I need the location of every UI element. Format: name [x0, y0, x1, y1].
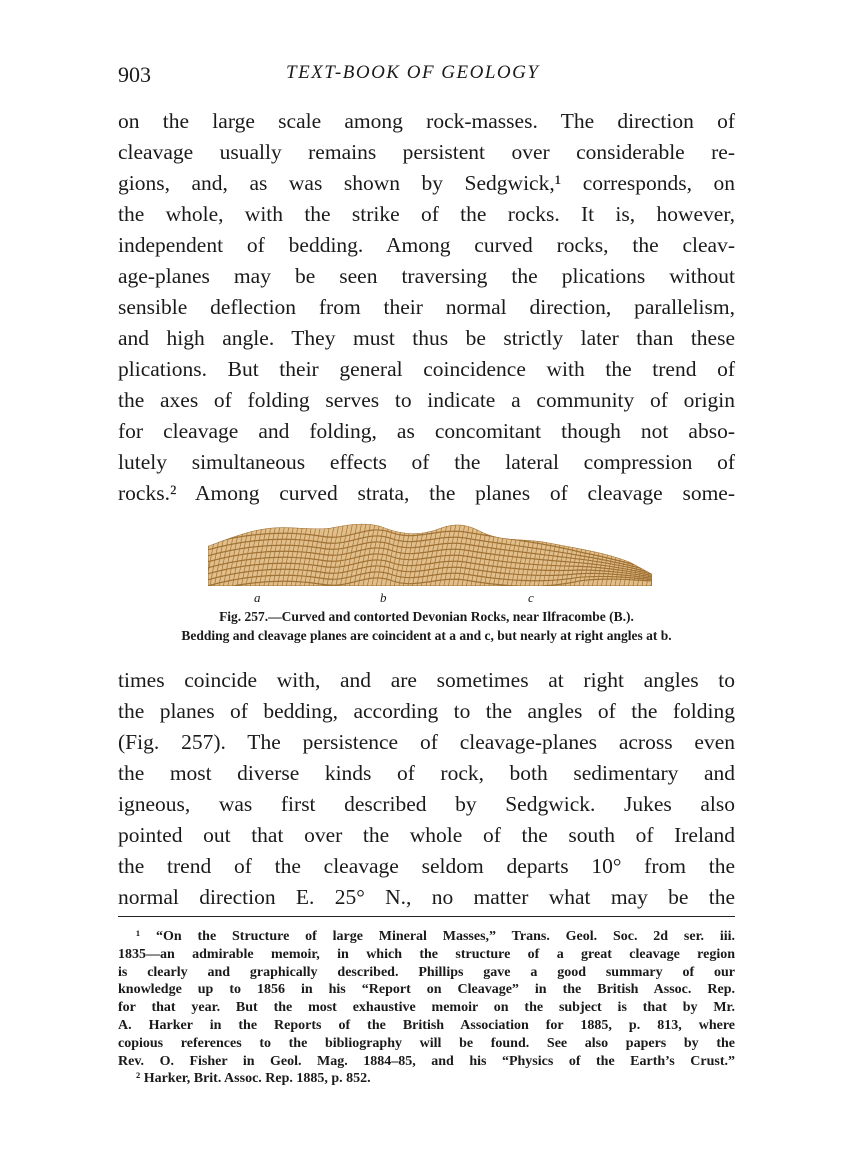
- text-line: sensible deflection from their normal direction, parallelism,: [118, 295, 735, 319]
- footnotes: [118, 928, 735, 1088]
- paragraph-2: [118, 665, 735, 913]
- text-line: on the large scale among rock-masses. The direction of: [118, 109, 735, 133]
- footnote-line: Rev. O. Fisher in Geol. Mag. 1884–85, and his “Physics of the Earth’s Crust.”: [118, 1053, 735, 1069]
- text-line: the axes of folding serves to indicate a community of origin: [118, 388, 735, 412]
- footnote-1: ¹ “On the Structure of large Mineral Masses,” Trans. Geol. Soc. 2d ser. iii.: [136, 929, 735, 944]
- footnote-line: copious references to the bibliography will be found. See also papers by the: [118, 1035, 735, 1051]
- caption-line-2: Bedding and cleavage planes are coincident at a and c, but nearly at right angles at b.: [181, 628, 672, 643]
- text-line: normal direction E. 25° N., no matter what may be the: [118, 885, 735, 909]
- text-line: igneous, was first described by Sedgwick. Jukes also: [118, 792, 735, 816]
- fold-illustration: [200, 516, 660, 594]
- text-line: gions, and, as was shown by Sedgwick,¹ corresponds, on: [118, 171, 735, 195]
- text-line: and high angle. They must thus be strictly later than these: [118, 326, 735, 350]
- page-header: [118, 62, 738, 90]
- footnote-line: 1835—an admirable memoir, in which the structure of a great cleavage region: [118, 946, 735, 962]
- page-number: 903: [118, 62, 151, 87]
- folded-strata-drawing: [200, 516, 660, 594]
- figure-caption: [118, 607, 735, 645]
- footnote-line: is clearly and graphically described. Phillips gave a good summary of our: [118, 964, 735, 980]
- cleavage-line: [660, 516, 661, 588]
- text-line: for cleavage and folding, as concomitant though not abso-: [118, 419, 735, 443]
- text-line: the trend of the cleavage seldom departs 10° from the: [118, 854, 735, 878]
- footnote-divider: [118, 916, 735, 917]
- text-line: lutely simultaneous effects of the lateral compression of: [118, 450, 735, 474]
- text-line: age-planes may be seen traversing the plications without: [118, 264, 735, 288]
- text-line: plications. But their general coincidence with the trend of: [118, 357, 735, 381]
- text-line: the planes of bedding, according to the angles of the folding: [118, 699, 735, 723]
- cleavage-line: [200, 516, 201, 588]
- footnote-2: ² Harker, Brit. Assoc. Rep. 1885, p. 852.: [136, 1071, 371, 1087]
- figure-label-c: c: [528, 590, 534, 605]
- footnote-line: A. Harker in the Reports of the British Association for 1885, p. 813, where: [118, 1017, 735, 1033]
- text-line: rocks.² Among curved strata, the planes of cleavage some-: [118, 481, 735, 505]
- cleavage-line: [655, 516, 660, 588]
- footnote-line: for that year. But the most exhaustive memoir on the subject is that by Mr.: [118, 1000, 735, 1016]
- text-line: times coincide with, and are sometimes at right angles to: [118, 668, 735, 692]
- running-title: TEXT-BOOK OF GEOLOGY: [286, 62, 540, 83]
- text-line: cleavage usually remains persistent over considerable re-: [118, 140, 735, 164]
- text-line: independent of bedding. Among curved rocks, the cleav-: [118, 233, 735, 257]
- text-line: pointed out that over the whole of the south of Ireland: [118, 823, 735, 847]
- footnote-line: knowledge up to 1856 in his “Report on Cleavage” in the British Assoc. Rep.: [118, 982, 735, 998]
- paragraph-1: [118, 106, 735, 509]
- text-line: (Fig. 257). The persistence of cleavage-planes across even: [118, 730, 735, 754]
- figure-label-b: b: [380, 590, 387, 605]
- text-line: the most diverse kinds of rock, both sedimentary and: [118, 761, 735, 785]
- figure-label-a: a: [254, 590, 261, 605]
- cleavage-line: [200, 516, 206, 588]
- text-line: the whole, with the strike of the rocks. It is, however,: [118, 202, 735, 226]
- caption-line-1: Fig. 257.—Curved and contorted Devonian Rocks, near Ilfracombe (B.).: [219, 609, 634, 624]
